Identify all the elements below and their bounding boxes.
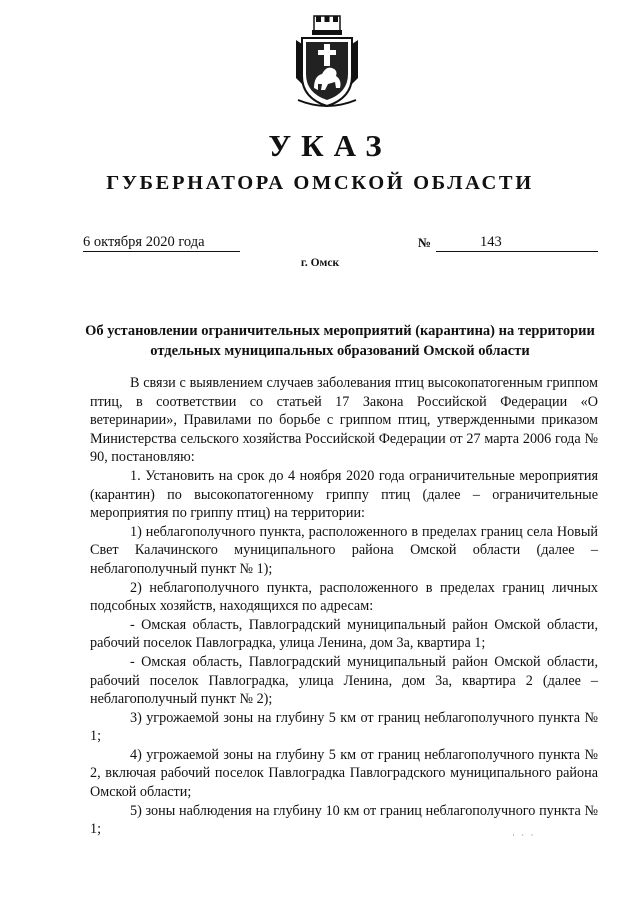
decree-heading-line-2: отдельных муниципальных образований Омской области bbox=[150, 343, 530, 359]
decree-number-field bbox=[436, 234, 598, 252]
issuer-title: ГУБЕРНАТОРА ОМСКОЙ ОБЛАСТИ bbox=[106, 172, 534, 194]
issue-city: г. Омск bbox=[300, 257, 340, 269]
decree-date: 6 октября 2020 года bbox=[83, 234, 240, 252]
coat-of-arms-icon bbox=[292, 14, 362, 110]
decree-body bbox=[90, 374, 598, 839]
decree-heading bbox=[80, 321, 600, 361]
decree-title: УКАЗ bbox=[268, 128, 392, 163]
paragraph-subitem-2: 2) неблагополучного пункта, расположенного в пределах границ личных подсобных хозяйств, находящихся по адресам: bbox=[90, 579, 598, 615]
paragraph-subitem-5: 5) зоны наблюдения на глубину 10 км от границ неблагополучного пункта № 1; bbox=[90, 802, 598, 838]
paragraph-preamble: В связи с выявлением случаев заболевания птиц высокопатогенным гриппом птиц, в соответствии со статьей 17 Закона Российской Федерации «О ветеринарии», Правилами по борьбе с гриппом птиц, утвержденными приказом Министерства сельского хозяйства Российской Федерации от 27 марта 2006 года № 90, постановляю: bbox=[90, 375, 598, 466]
paragraph-subitem-4: 4) угрожаемой зоны на глубину 5 км от границ неблагополучного пункта № 2, включая рабочий поселок Павлоградка Павлоградского муниципального района Омской области; bbox=[90, 746, 598, 801]
paragraph-subitem-3: 3) угрожаемой зоны на глубину 5 км от границ неблагополучного пункта № 1; bbox=[90, 709, 598, 745]
decree-heading-line-1: Об установлении ограничительных мероприятий (карантина) на территории bbox=[85, 323, 595, 339]
paragraph-item-1: 1. Установить на срок до 4 ноября 2020 года ограничительные мероприятия (карантин) по высокопатогенному гриппу птиц (далее – ограничительные мероприятия по гриппу птиц) на территории: bbox=[90, 467, 598, 522]
decree-number: 143 bbox=[480, 234, 502, 250]
number-label: № bbox=[418, 235, 432, 250]
paragraph-subitem-1: 1) неблагополучного пункта, расположенного в пределах границ села Новый Свет Калачинского муниципального района Омской области (далее – неблагополучный пункт № 1); bbox=[90, 523, 598, 577]
scan-speck: · · · bbox=[512, 830, 536, 840]
paragraph-address-2: - Омская область, Павлоградский муниципальный район Омской области, рабочий поселок Павлоградка, улица Ленина, дом 3а, квартира 2 (далее – неблагополучный пункт № 2); bbox=[90, 653, 598, 708]
paragraph-address-1: - Омская область, Павлоградский муниципальный район Омской области, рабочий поселок Павлоградка, улица Ленина, дом 3а, квартира 1; bbox=[90, 616, 598, 652]
